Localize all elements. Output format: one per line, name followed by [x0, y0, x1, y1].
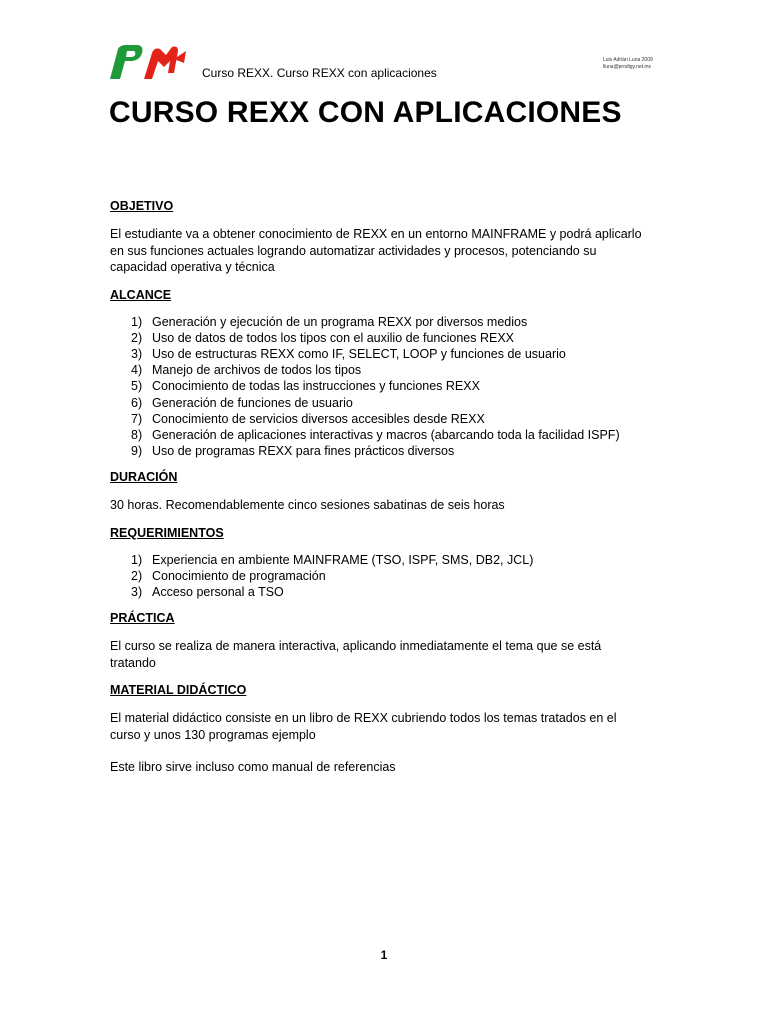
text-line: El curso se realiza de manera interactiva, aplicando inmediatamente el tema que se está [110, 639, 602, 654]
material-note: Este libro sirve incluso como manual de referencias [110, 760, 396, 775]
text-line: en sus funciones actuales logrando automatizar actividades y procesos, potenciando su [110, 243, 597, 258]
list-item: 9) Uso de programas REXX para fines prácticos diversos [131, 444, 455, 459]
list-item: 3) Uso de estructuras REXX como IF, SELECT, LOOP y funciones de usuario [131, 346, 566, 361]
text-line: El material didáctico consiste en un libro de REXX cubriendo todos los temas tratados en el [110, 711, 617, 726]
list-item: 5) Conocimiento de todas las instrucciones y funciones REXX [131, 379, 480, 394]
list-item: 6) Generación de funciones de usuario [131, 395, 353, 410]
section-heading-objetivo: OBJETIVO [110, 199, 174, 213]
list-item: 2) Uso de datos de todos los tipos con el auxilio de funciones REXX [131, 330, 515, 345]
text-line: El estudiante va a obtener conocimiento de REXX en un entorno MAINFRAME y podrá aplicarlo [110, 227, 642, 241]
section-heading-requerimientos: REQUERIMIENTOS [110, 525, 224, 540]
company-logo-icon [108, 43, 188, 81]
author-info [603, 57, 653, 71]
section-heading-material: MATERIAL DIDÁCTICO [110, 683, 247, 698]
duracion-paragraph: 30 horas. Recomendablemente cinco sesiones sabatinas de seis horas [110, 498, 505, 513]
document-body [110, 198, 670, 776]
text-line: capacidad operativa y técnica [110, 260, 275, 274]
list-item: 4) Manejo de archivos de todos los tipos [131, 363, 362, 378]
alcance-list [110, 314, 670, 460]
list-item: 8) Generación de aplicaciones interactivas y macros (abarcando toda la facilidad ISPF) [131, 427, 620, 442]
material-paragraph [110, 710, 670, 743]
author-email: lluna@prodigy.net.mx [603, 64, 652, 70]
list-item: 3) Acceso personal a TSO [131, 585, 284, 600]
list-item: 2) Conocimiento de programación [131, 569, 326, 584]
text-line: tratando [110, 655, 156, 670]
section-heading-duracion: DURACIÓN [110, 470, 178, 485]
page-number: 1 [380, 948, 388, 962]
header-title: Curso REXX. Curso REXX con aplicaciones [202, 66, 437, 80]
section-heading-alcance: ALCANCE [110, 287, 172, 302]
section-heading-practica: PRÁCTICA [110, 611, 175, 626]
requerimientos-list [110, 552, 670, 601]
author-name: Luis Adrián Luna 2009 [603, 57, 653, 63]
document-title: CURSO REXX CON APLICACIONES [109, 96, 622, 129]
list-item: 1) Experiencia en ambiente MAINFRAME (TSO, ISPF, SMS, DB2, JCL) [131, 552, 534, 567]
objetivo-paragraph [110, 226, 670, 276]
list-item: 7) Conocimiento de servicios diversos accesibles desde REXX [131, 411, 485, 426]
list-item: 1) Generación y ejecución de un programa REXX por diversos medios [131, 314, 528, 329]
text-line: curso y unos 130 programas ejemplo [110, 727, 316, 742]
practica-paragraph [110, 638, 670, 671]
